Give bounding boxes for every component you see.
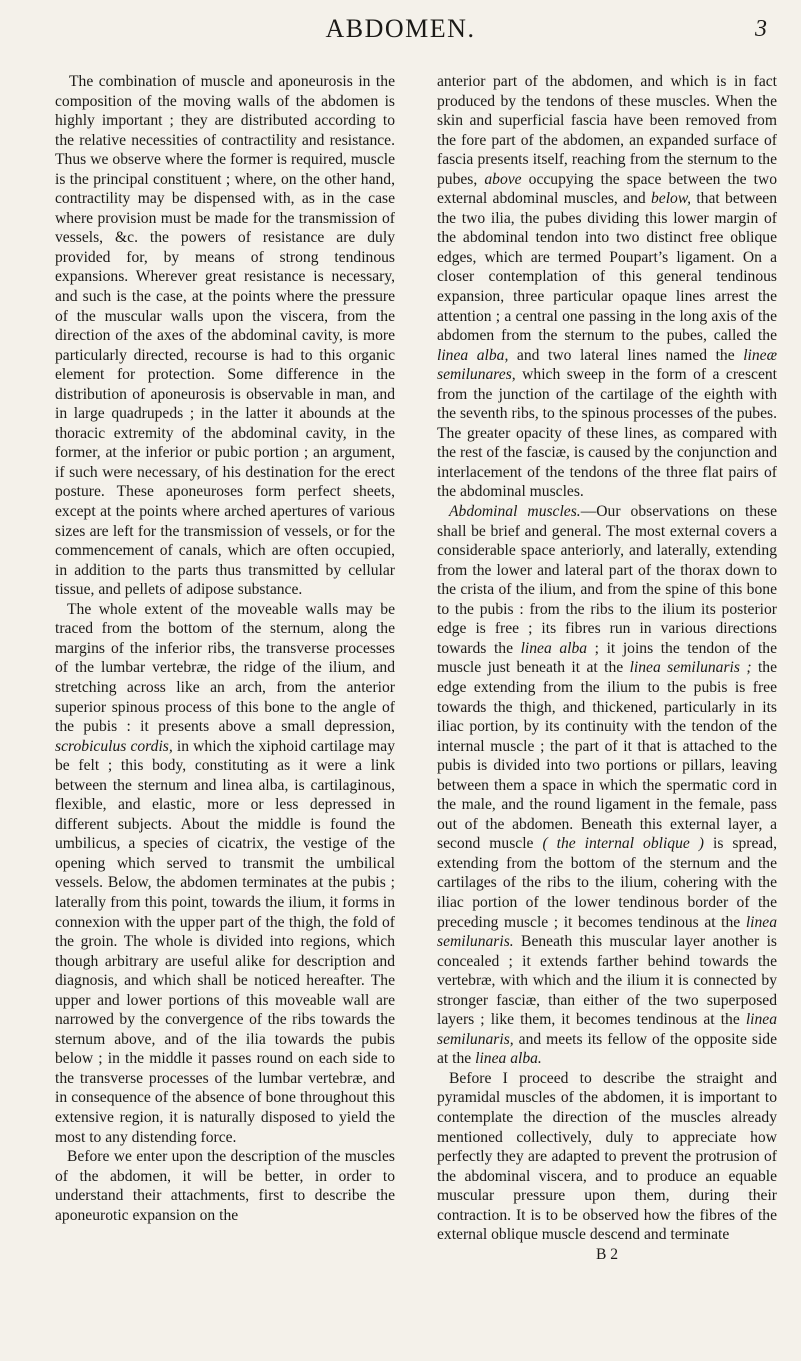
italic-term: below, — [651, 190, 691, 208]
paragraph-text: which sweep in the form of a crescent from the junction of the cartilage of the eighth with the seventh ribs, to the spinous processes of the pubes. The greater opacity of these lines, as compared with the rest of the fasciæ, is caused by the conjunction and interlacement of the tendons of the three flat pairs of the abdominal muscles. — [437, 366, 777, 501]
paragraph: Before I proceed to describe the straight and pyramidal muscles of the abdomen, it is important to contemplate the direction of the muscles already mentioned collectively, duly to appreciate how perfectly they are adapted to prevent the protrusion of the abdominal viscera, and to produce an equable muscular pressure upon them, during their contraction. It is to be observed how the fibres of the external oblique muscle descend and terminate — [437, 1069, 777, 1244]
paragraph-text: the edge extending from the ilium to the pubis is free towards the thigh, and thickened, particularly in its iliac portion, by its continuity with the tendon of the internal muscle ; the part of it that is attached to the pubis is divided into two portions or pillars, leaving between them a space in which the spermatic cord in the male, and the round ligament in the female, pass out of the abdomen. Beneath this external layer, a second muscle — [437, 659, 778, 853]
paragraph-text: that between the two ilia, the pubes dividing this lower margin of the abdominal tendon into two distinct free oblique edges, which are termed Poupart’s ligament. On a closer contemplation of this general tendinous expansion, three particular opaque lines arrest the attention ; a central one passing in the long axis of the abdomen from the sternum to the pubes, called the — [437, 190, 777, 345]
paragraph-text: and meets its fellow of the opposite side at the — [437, 1030, 777, 1068]
italic-term: linea semilunaris, — [437, 1011, 777, 1048]
italic-term: linea alba — [520, 639, 588, 657]
italic-term: lineæ semilunares, — [437, 346, 778, 384]
paragraph-text: —Our observations on these shall be brief and general. The most external covers a considerable space anteriorly, and laterally, extending from the lower and lateral part of the thorax down to the crista of the ilium, and from the spine of this bone to the pubis : from the ribs to the ilium its posterior edge is free ; its fibres run in various directions towards the — [437, 503, 777, 657]
paragraph-text: anterior part of the abdomen, and which is in fact produced by the tendons of these muscles. When the skin and superficial fascia have been removed from the fore part of the abdomen, an expanded surface of fascia presents itself, reaching from the sternum to the pubes, — [437, 73, 777, 188]
signature-mark: B 2 — [595, 1245, 619, 1263]
paragraph-text: and two lateral lines named the — [508, 346, 744, 364]
paragraph — [437, 72, 777, 502]
paragraph-text: is spread, extending from the bottom of the sternum and the cartilages of the ribs to the ilium, cohering with the iliac portion of the lower tendinous border of the preceding muscle ; it becomes tendinous at the — [437, 835, 777, 931]
italic-term: scrobiculus cordis, — [55, 737, 173, 755]
italic-term: ( the internal oblique ) — [542, 835, 705, 853]
running-title: ABDOMEN. — [325, 14, 476, 43]
paragraph-text: Beneath this muscular layer another is concealed ; it extends farther behind towards the vertebræ, with which and the ilium it is connected by stronger fasciæ, than either of the two superposed layers ; like them, it becomes tendinous at the — [437, 933, 777, 1029]
paragraph-text: in which the xiphoid cartilage may be felt ; this body, constituting as it were a link between the sternum and linea alba, is cartilaginous, flexible, and elastic, more or less depressed in different subjects. About the middle is found the umbilicus, a species of cicatrix, the vestige of the opening which served to transmit the umbilical vessels. Below, the abdomen terminates at the pubis ; laterally from this point, towards the ilium, it forms in connexion with the upper part of the thigh, the fold of the groin. The whole is divided into regions, which though arbitrary are useful alike for description and diagnosis, and which shall be noticed hereafter. The upper and lower portions of this moveable wall are narrowed by the convergence of the ribs towards the sternum above, and of the ilia towards the pubis below ; in the middle it passes round on each side to the transverse processes of the lumbar vertebræ, and in consequence of the absence of bone throughout this extensive region, it is naturally disposed to yield the most to any distending force. — [55, 737, 395, 1146]
page-header — [0, 14, 801, 54]
italic-term: linea alba. — [475, 1050, 542, 1068]
paragraph — [437, 502, 777, 1069]
italic-term: linea alba, — [437, 346, 509, 364]
paragraph — [55, 600, 395, 1147]
paragraph: Before we enter upon the description of the muscles of the abdomen, it will be better, in order to understand their attachments, first to describe the aponeurotic expansion on the — [55, 1148, 395, 1224]
text-columns — [55, 72, 777, 1264]
right-column — [437, 72, 777, 1264]
page-number: 3 — [755, 16, 767, 42]
italic-term: above — [484, 170, 522, 188]
section-heading: Abdominal muscles. — [449, 503, 581, 521]
paragraph-text: occupying the space between the two external abdominal muscles, and — [437, 170, 777, 208]
paragraph-text: The whole extent of the moveable walls may be traced from the bottom of the sternum, along the margins of the inferior ribs, the transverse processes of the lumbar vertebræ, the ridge of the ilium, and stretching across like an arch, from the anterior superior spinous process of this bone to the angle of the pubis : it presents above a small depression, — [55, 600, 395, 736]
paragraph: The combination of muscle and aponeurosis in the composition of the moving walls of the abdomen is highly important ; they are distributed according to the relative necessities of contractility and resistance. Thus we observe where the former is required, muscle is the principal constituent ; where, on the other hand, contractility may be dispensed with, as in the case where provision must be made for the transmission of vessels, &c. the powers of resistance are duly provided for, by means of strong tendinous expansions. Wherever great resistance is necessary, and such is the case, at the points where the pressure of the muscular walls upon the viscera, from the direction of the axes of the abdominal cavity, is more particularly directed, recourse is had to this organic element for protection. Some difference in the distribution of aponeurosis is observable in man, and in large quadrupeds ; in the latter it abounds at the thoracic extremity of the abdominal cavity, in the former, at the inferior or pubic portion ; an argument, if such were necessary, of his destination for the erect posture. These aponeuroses form perfect sheets, except at the points where arched apertures of various sizes are left for the transmission of vessels, or for the commencement of canals, which are often occupied, in addition to the parts thus transmitted by cellular tissue, and pellets of adipose substance. — [55, 73, 395, 599]
italic-term: linea semilunaris ; — [629, 659, 752, 677]
paragraph-text: ; it joins the tendon of the muscle just beneath it at the — [437, 639, 777, 677]
left-column — [55, 72, 395, 1264]
italic-term: linea semilunaris. — [437, 913, 777, 951]
